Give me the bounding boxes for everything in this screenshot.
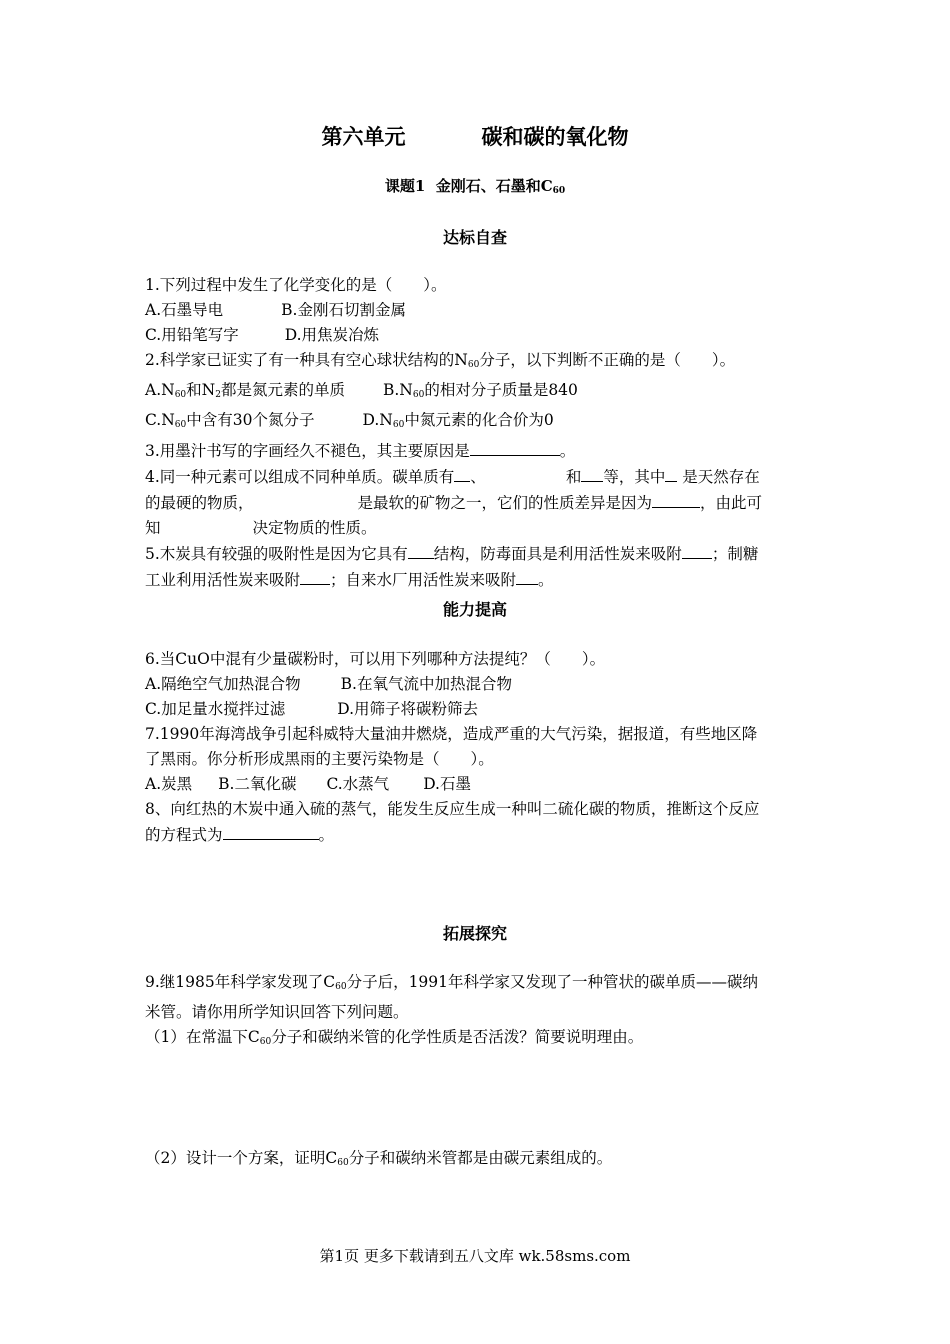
- question-9-line-1: 9.继1985年科学家发现了$C_{60}$分子后，1991年科学家又发现了一种管状的碳单质——碳纳: [145, 973, 759, 992]
- question-6-options-cd: C.加足量水搅拌过滤 D.用筛子将碳粉筛去: [145, 700, 479, 718]
- question-9-part-2: （2）设计一个方案，证明$C_{60}$分子和碳纳米管都是由碳元素组成的。: [145, 1149, 613, 1168]
- question-1-stem: 1.下列过程中发生了化学变化的是（ ）。: [145, 276, 447, 294]
- answer-blank[interactable]: [300, 567, 330, 585]
- section-ability-body: [145, 647, 807, 848]
- question-2-stem: 2.科学家已证实了有一种具有空心球状结构的$N_{60}$分子，以下判断不正确的是（ ）。: [145, 351, 736, 370]
- question-3: 3.用墨汁书写的字画经久不褪色，其主要原因是 。: [145, 438, 807, 464]
- page-title: [0, 122, 950, 152]
- answer-blank[interactable]: [581, 464, 603, 482]
- answer-blank[interactable]: [665, 464, 677, 482]
- section-heading-ability: 能力提高: [442, 600, 507, 619]
- unit-label: 第六单元: [321, 124, 406, 149]
- subscript: 60: [552, 186, 566, 196]
- question-8-line-1: 8、向红热的木炭中通入硫的蒸气，能发生反应生成一种叫二硫化碳的物质，推断这个反应: [145, 800, 760, 818]
- unit-topic: 碳和碳的氧化物: [481, 124, 629, 149]
- question-5-line-1: 5.木炭具有较强的吸附性是因为它具有 结构，防毒面具是利用活性炭来吸附 ；制糖: [145, 541, 807, 567]
- answer-blank[interactable]: [470, 438, 560, 456]
- question-4-line-1: 4.同一种元素可以组成不同种单质。碳单质有 、 和 等，其中 是天然存在: [145, 464, 807, 490]
- question-8-line-2: 的方程式为 。: [145, 822, 807, 848]
- answer-blank[interactable]: [516, 567, 538, 585]
- answer-blank[interactable]: [682, 541, 712, 559]
- question-1-options-ab: A.石墨导电 B.金刚石切割金属: [145, 301, 406, 319]
- question-7-options: A.炭黑 B.二氧化碳 C.水蒸气 D.石墨: [145, 775, 471, 793]
- question-2-options-ab: $A.N_{60}$和$N_2$都是氮元素的单质 $B.N_{60}$的相对分子质量是840: [145, 381, 578, 400]
- question-9-line-2: 米管。请你用所学知识回答下列问题。: [145, 1003, 409, 1021]
- section-heading-extension: 拓展探究: [442, 924, 507, 943]
- question-4-line-2: 的最硬的物质， 是最软的矿物之一，它们的性质差异是因为 ，由此可: [145, 490, 807, 516]
- lesson-subtitle: [0, 175, 950, 202]
- question-4-line-3: 知 决定物质的性质。: [145, 519, 377, 537]
- section-extension-body: [145, 970, 807, 1055]
- answer-blank[interactable]: [652, 490, 700, 508]
- section-heading-self-check: 达标自查: [442, 228, 507, 247]
- lesson-topic: 金刚石、石墨和C: [435, 177, 553, 195]
- question-2-options-cd: $C.N_{60}$中含有30个氮分子 $D.N_{60}$中氮元素的化合价为0: [145, 411, 554, 430]
- lesson-number: 课题1: [384, 177, 426, 195]
- question-9-part-1: （1）在常温下$C_{60}$分子和碳纳米管的化学性质是否活泼？简要说明理由。: [145, 1028, 644, 1047]
- question-5-line-2: 工业利用活性炭来吸附 ；自来水厂用活性炭来吸附 。: [145, 567, 807, 593]
- question-6-stem: 6.当CuO中混有少量碳粉时，可以用下列哪种方法提纯？（ ）。: [145, 650, 606, 668]
- answer-blank[interactable]: [408, 541, 434, 559]
- question-7-line-2: 了黑雨。你分析形成黑雨的主要污染物是（ ）。: [145, 750, 494, 768]
- question-6-options-ab: A.隔绝空气加热混合物 B.在氧气流中加热混合物: [145, 675, 512, 693]
- answer-blank[interactable]: [223, 822, 319, 840]
- question-9-part-2-block: [145, 1146, 807, 1176]
- answer-blank[interactable]: [454, 464, 470, 482]
- section-self-check-body: [145, 273, 807, 593]
- page-footer: 第1页 更多下载请到五八文库 wk.58sms.com: [319, 1247, 631, 1265]
- question-1-options-cd: C.用铅笔写字 D.用焦炭冶炼: [145, 326, 380, 344]
- question-7-line-1: 7.1990年海湾战争引起科威特大量油井燃烧，造成严重的大气污染，据报道，有些地区降: [145, 725, 758, 743]
